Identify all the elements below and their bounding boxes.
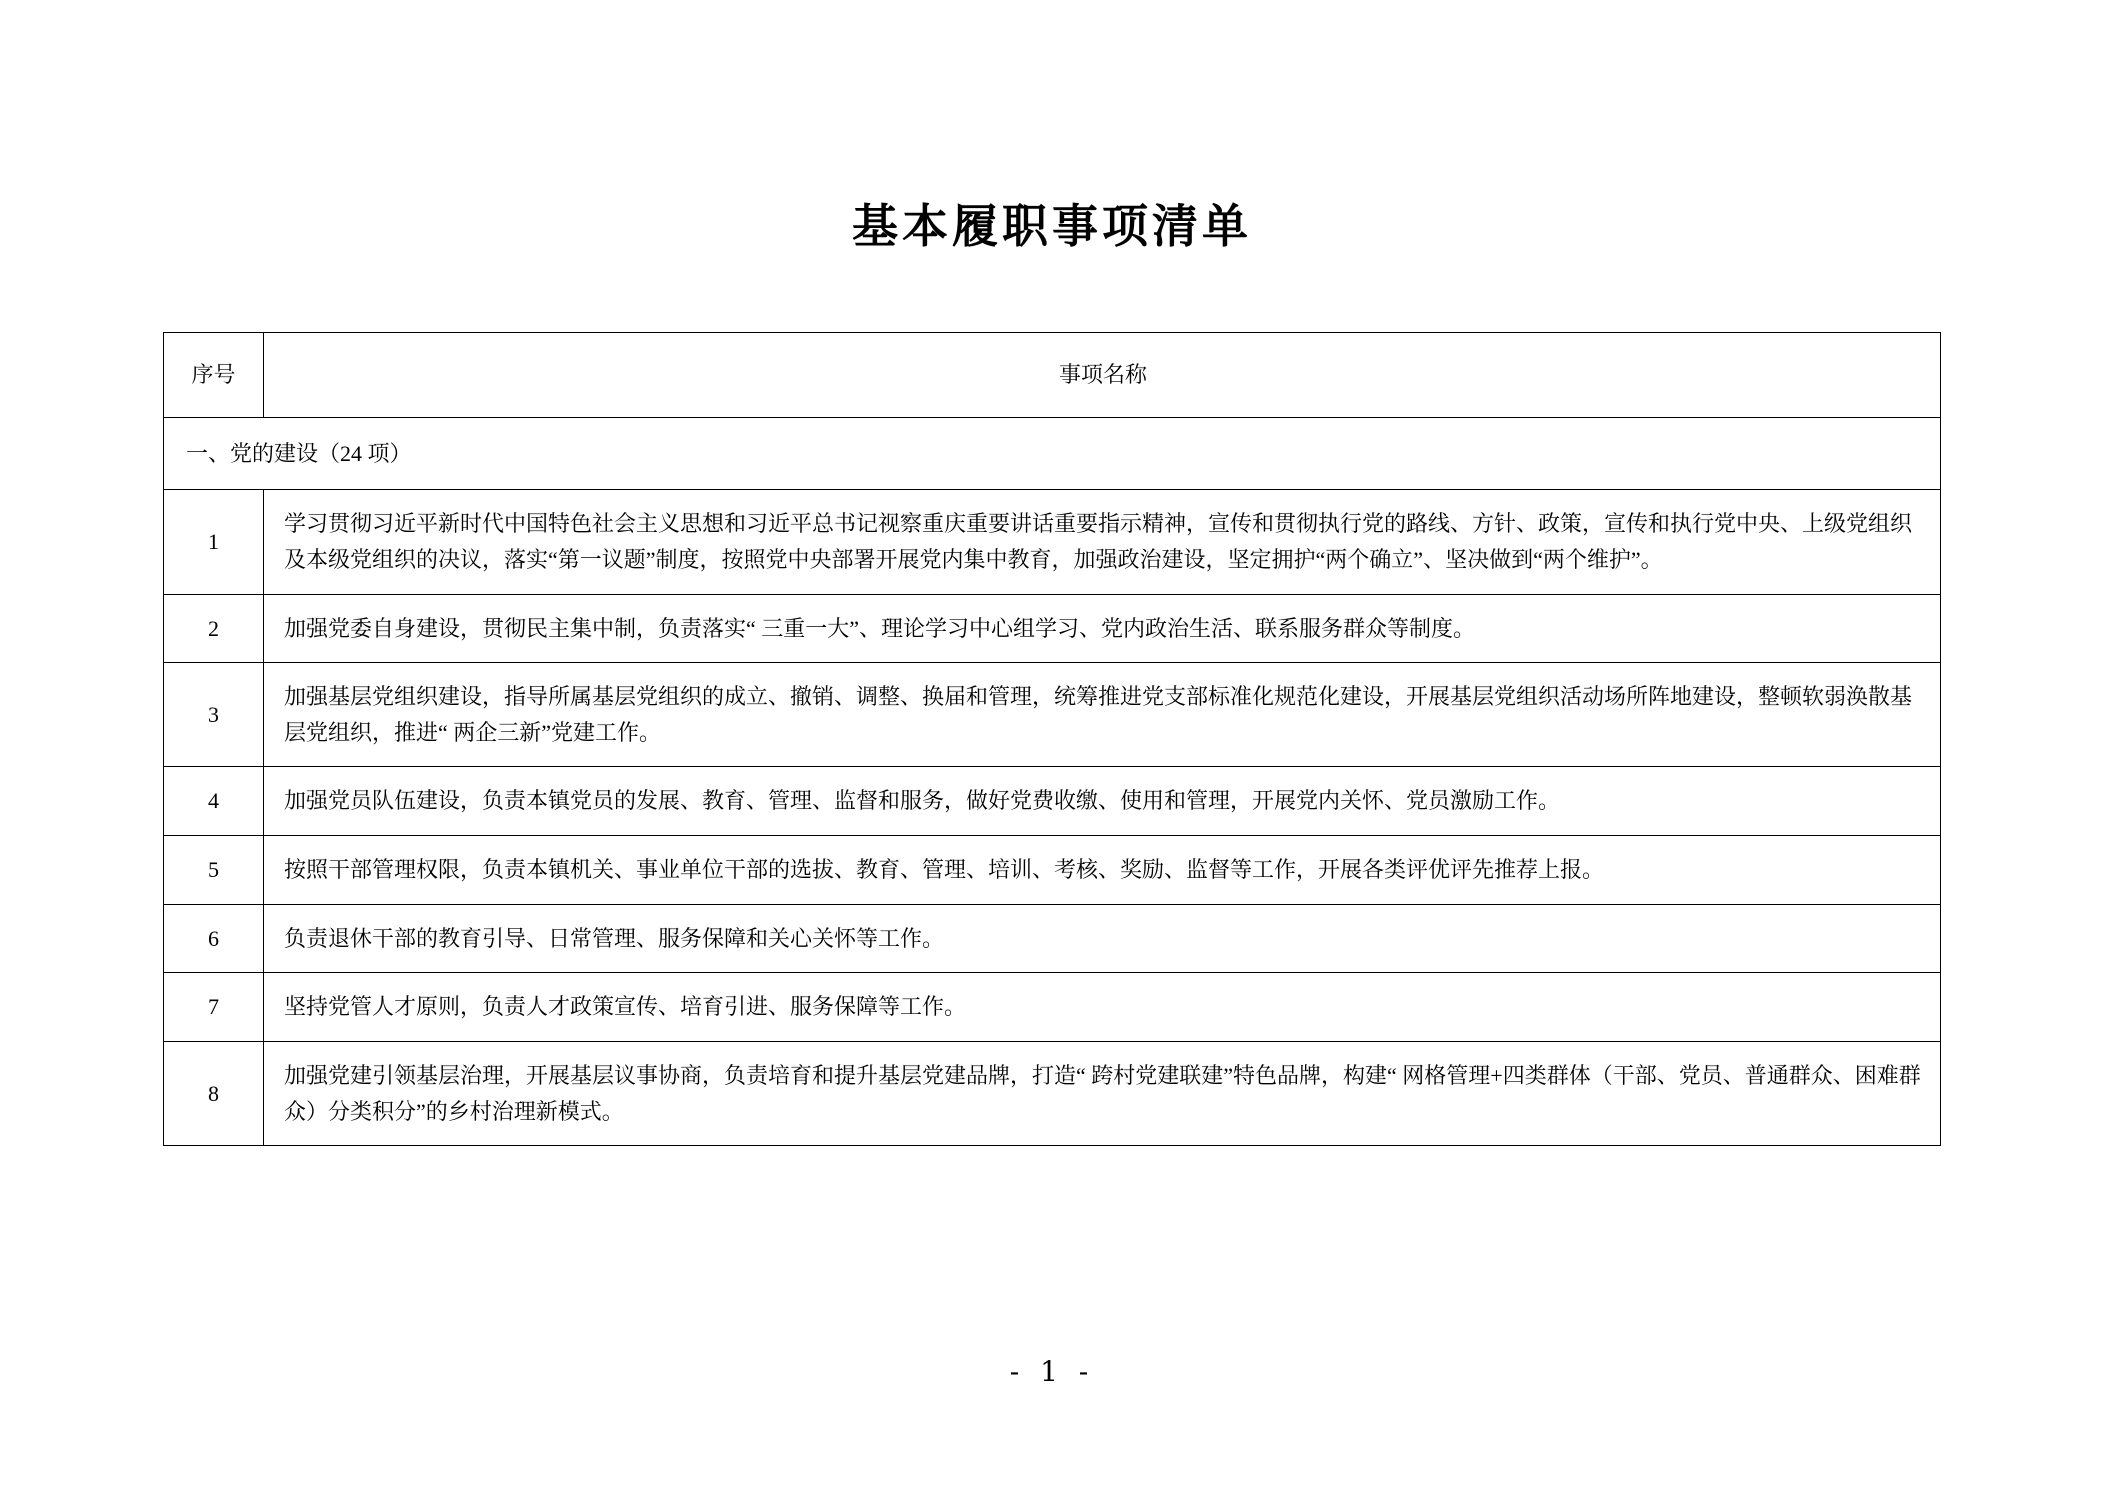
row-text: 加强党建引领基层治理，开展基层议事协商，负责培育和提升基层党建品牌，打造“ 跨村党建联建”特色品牌，构建“ 网格管理+四类群体（干部、党员、普通群众、困难群众）分类积分”的乡村治理新模式。: [264, 1041, 1941, 1145]
page-title: 基本履职事项清单: [852, 199, 1252, 253]
row-text: 按照干部管理权限，负责本镇机关、事业单位干部的选拔、教育、管理、培训、考核、奖励、监督等工作，开展各类评优评先推荐上报。: [264, 836, 1941, 905]
row-number: 1: [164, 490, 264, 594]
row-number: 7: [164, 973, 264, 1042]
table-row: [164, 904, 1941, 973]
table-row: [164, 973, 1941, 1042]
table-row: [164, 663, 1941, 767]
table-row: [164, 836, 1941, 905]
row-number: 2: [164, 594, 264, 663]
row-text: 负责退休干部的教育引导、日常管理、服务保障和关心关怀等工作。: [264, 904, 1941, 973]
section-title: 一、党的建设（24 项）: [164, 417, 1941, 490]
table-section-row: [164, 417, 1941, 490]
table-row: [164, 1041, 1941, 1145]
row-number: 6: [164, 904, 264, 973]
row-number: 8: [164, 1041, 264, 1145]
duty-list-table-container: [163, 332, 1941, 1146]
table-row: [164, 594, 1941, 663]
row-text: 加强党员队伍建设，负责本镇党员的发展、教育、管理、监督和服务，做好党费收缴、使用和管理，开展党内关怀、党员激励工作。: [264, 767, 1941, 836]
row-text: 坚持党管人才原则，负责人才政策宣传、培育引进、服务保障等工作。: [264, 973, 1941, 1042]
table-row: [164, 490, 1941, 594]
table-row: [164, 767, 1941, 836]
column-header-name: 事项名称: [264, 333, 1941, 418]
page-footer-number: - 1 -: [1009, 1355, 1095, 1388]
column-header-no: 序号: [164, 333, 264, 418]
row-text: 加强党委自身建设，贯彻民主集中制，负责落实“ 三重一大”、理论学习中心组学习、党内政治生活、联系服务群众等制度。: [264, 594, 1941, 663]
row-number: 5: [164, 836, 264, 905]
duty-list-table: [163, 332, 1941, 1146]
row-number: 3: [164, 663, 264, 767]
table-header-row: [164, 333, 1941, 418]
row-number: 4: [164, 767, 264, 836]
row-text: 加强基层党组织建设，指导所属基层党组织的成立、撤销、调整、换届和管理，统筹推进党支部标准化规范化建设，开展基层党组织活动场所阵地建设，整顿软弱涣散基层党组织，推进“ 两企三新”党建工作。: [264, 663, 1941, 767]
row-text: 学习贯彻习近平新时代中国特色社会主义思想和习近平总书记视察重庆重要讲话重要指示精神，宣传和贯彻执行党的路线、方针、政策，宣传和执行党中央、上级党组织及本级党组织的决议，落实“第一议题”制度，按照党中央部署开展党内集中教育，加强政治建设，坚定拥护“两个确立”、坚决做到“两个维护”。: [264, 490, 1941, 594]
